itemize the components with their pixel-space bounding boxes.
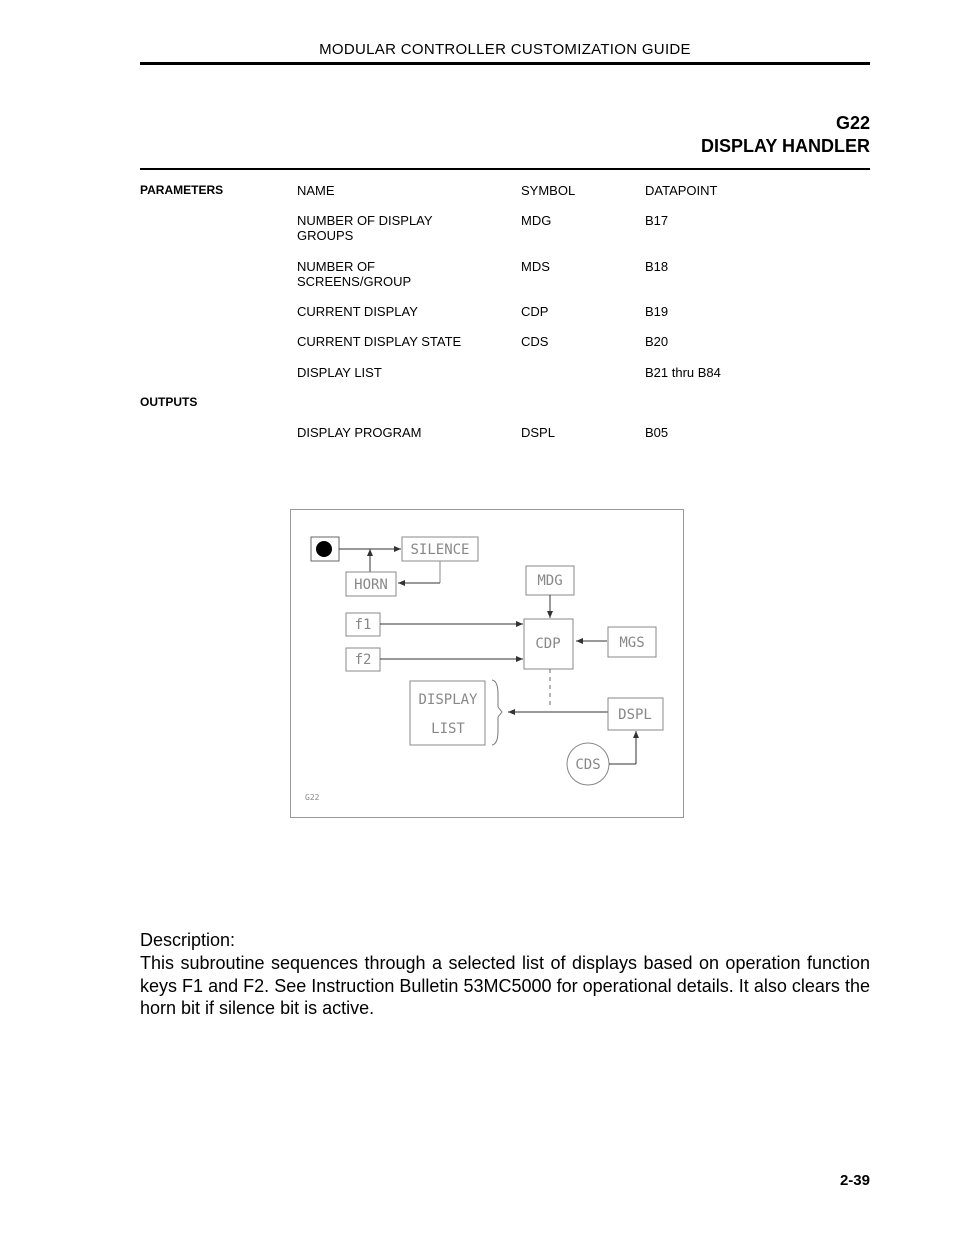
figure-id: G22 <box>305 793 320 802</box>
section-rule <box>140 168 870 170</box>
mdg-label: MDG <box>537 573 563 589</box>
running-header: MODULAR CONTROLLER CUSTOMIZATION GUIDE <box>319 41 691 58</box>
display-label: DISPLAY <box>418 692 478 708</box>
cds-label: CDS <box>575 757 601 773</box>
dspl-label: DSPL <box>618 707 652 723</box>
param-row-symbol: MDS <box>521 259 550 274</box>
parameters-label: PARAMETERS <box>140 183 224 197</box>
param-row-datapoint: B19 <box>645 304 669 319</box>
f1-label: f1 <box>354 617 372 633</box>
block-diagram <box>290 509 684 818</box>
mgs-label: MGS <box>619 635 645 651</box>
cdp-label: CDP <box>535 636 561 652</box>
page-number: 2-39 <box>839 1172 870 1189</box>
output-row-datapoint: B05 <box>645 425 669 440</box>
column-header-symbol: SYMBOL <box>521 183 576 198</box>
param-row-symbol: MDG <box>521 213 552 228</box>
param-row-datapoint: B18 <box>645 259 669 274</box>
param-row-symbol: CDS <box>521 334 549 349</box>
param-row-symbol: CDP <box>521 304 549 319</box>
section-code: G22 <box>835 113 870 133</box>
description-heading: Description: <box>140 930 236 950</box>
header-rule <box>140 62 870 65</box>
column-header-datapoint: DATAPOINT <box>645 183 718 198</box>
description-body: This subroutine sequences through a selected list of displays based on operation function keys F1 and F2. See Instruction Bulletin 53MC5000 for operational details. It also clears the horn bit if silence bit is active. <box>140 953 870 1018</box>
output-row-name: DISPLAY PROGRAM <box>297 425 422 440</box>
silence-label: SILENCE <box>410 542 470 558</box>
column-header-name: NAME <box>297 183 335 198</box>
list-label: LIST <box>431 721 465 737</box>
param-row-name: DISPLAY LIST <box>297 365 382 380</box>
horn-label: HORN <box>354 577 388 593</box>
param-row-name: NUMBER OF SCREENS/GROUP <box>297 259 412 289</box>
param-row-datapoint: B20 <box>645 334 669 349</box>
output-row-symbol: DSPL <box>521 425 555 440</box>
section-title: DISPLAY HANDLER <box>700 136 870 156</box>
param-row-name: CURRENT DISPLAY <box>297 304 418 319</box>
param-row-name: CURRENT DISPLAY STATE <box>297 334 462 349</box>
param-row-datapoint: B17 <box>645 213 669 228</box>
param-row-name: NUMBER OF DISPLAY GROUPS <box>297 213 433 243</box>
outputs-label: OUTPUTS <box>140 395 198 409</box>
param-row-datapoint: B21 thru B84 <box>645 365 721 380</box>
f2-label: f2 <box>354 652 372 668</box>
contact-dot-icon <box>316 541 332 557</box>
